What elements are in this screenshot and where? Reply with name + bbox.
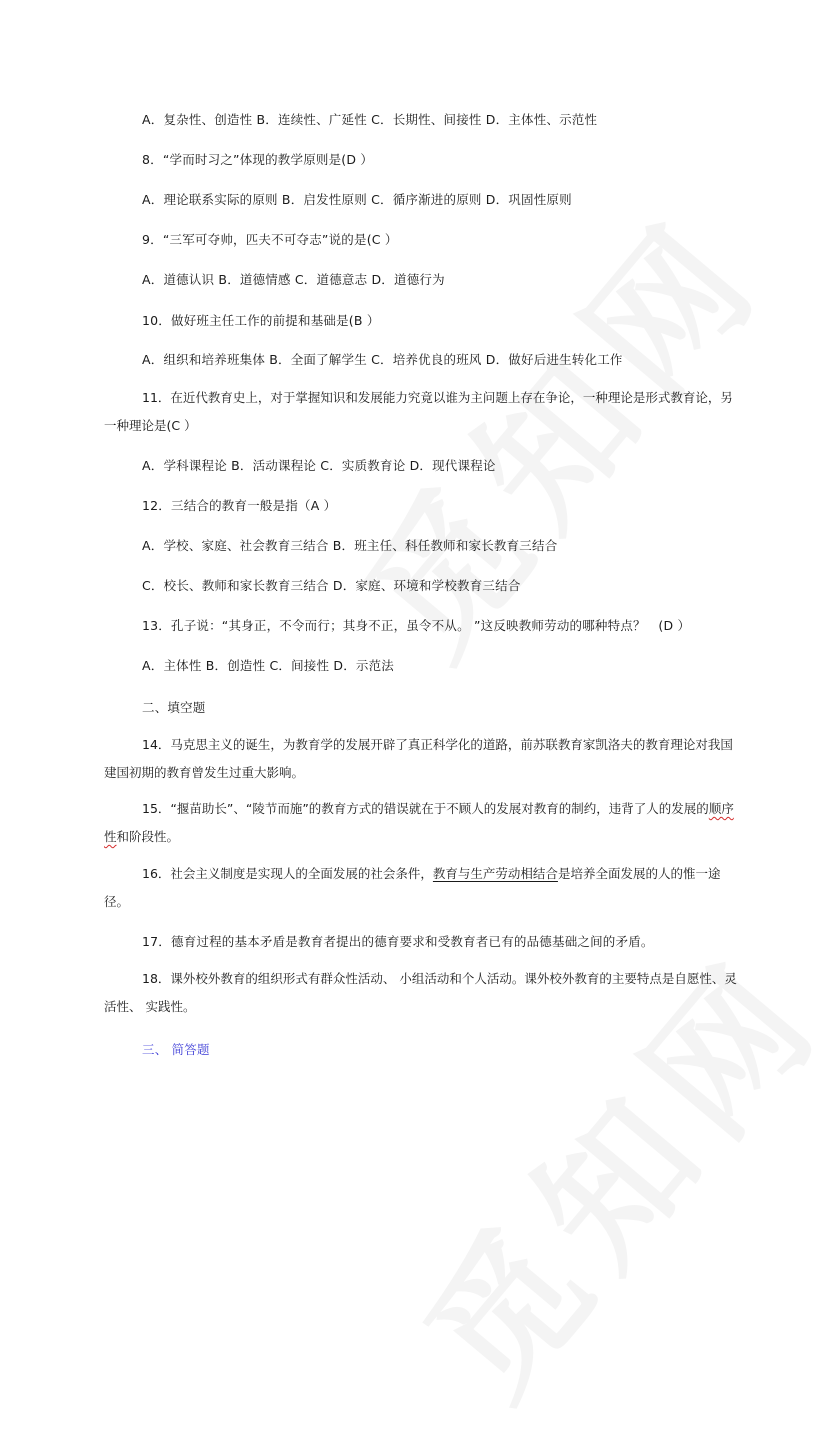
item-17: 17．德育过程的基本矛盾是教育者提出的德育要求和受教育者已有的品德基础之间的矛盾。 [142, 934, 654, 949]
item-15: 15．“揠苗助长”、“陵节而施”的教育方式的错误就在于不顾人的发展对教育的制约，违背了人的发展的顺序性和阶段性。 [104, 801, 734, 844]
question-12: 12．三结合的教育一般是指（A ） [142, 498, 337, 513]
options-q12-a-b: A．学校、家庭、社会教育三结合 B．班主任、科任教师和家长教育三结合 [142, 538, 558, 553]
item-16: 16．社会主义制度是实现人的全面发展的社会条件，教育与生产劳动相结合是培养全面发展的人的惟一途径。 [104, 866, 721, 909]
item-14: 14．马克思主义的诞生，为教育学的发展开辟了真正科学化的道路，前苏联教育家凯洛夫的教育理论对我国建国初期的教育曾发生过重大影响。 [104, 737, 733, 780]
item-18: 18．课外校外教育的组织形式有群众性活动、 小组活动和个人活动。课外校外教育的主要特点是自愿性、灵活性、 实践性。 [104, 971, 737, 1014]
section-fill-in-heading: 二、填空题 [142, 700, 206, 715]
options-q9: A．道德认识 B．道德情感 C．道德意志 D．道德行为 [142, 272, 445, 287]
underlined-term: 教育与生产劳动相结合 [432, 866, 558, 881]
section-short-answer-heading: 三、 简答题 [142, 1042, 210, 1057]
annotated-term: 顺序性 [104, 801, 734, 844]
question-9: 9．“三军可夺帅，匹夫不可夺志”说的是(C ） [142, 232, 398, 247]
options-q7: A．复杂性、创造性 B．连续性、广延性 C．长期性、间接性 D．主体性、示范性 [142, 112, 598, 127]
options-q8: A．理论联系实际的原则 B．启发性原则 C．循序渐进的原则 D．巩固性原则 [142, 192, 572, 207]
question-10: 10．做好班主任工作的前提和基础是(B ） [142, 313, 380, 328]
question-13: 13．孔子说：“其身正，不令而行；其身不正，虽令不从。 ”这反映教师劳动的哪种特点？ (D ） [142, 618, 691, 633]
options-q12-c-d: C．校长、教师和家长教育三结合 D．家庭、环境和学校教育三结合 [142, 578, 521, 593]
options-q11: A．学科课程论 B．活动课程论 C．实质教育论 D．现代课程论 [142, 458, 496, 473]
question-11: 11．在近代教育史上，对于掌握知识和发展能力究竟以谁为主问题上存在争论，一种理论是形式教育论，另一种理论是(C ） [104, 390, 733, 433]
options-q10: A．组织和培养班集体 B．全面了解学生 C．培养优良的班风 D．做好后进生转化工作 [142, 352, 623, 367]
question-8: 8．“学而时习之”体现的教学原则是(D ） [142, 152, 374, 167]
options-q13: A．主体性 B．创造性 C．间接性 D．示范法 [142, 658, 395, 673]
